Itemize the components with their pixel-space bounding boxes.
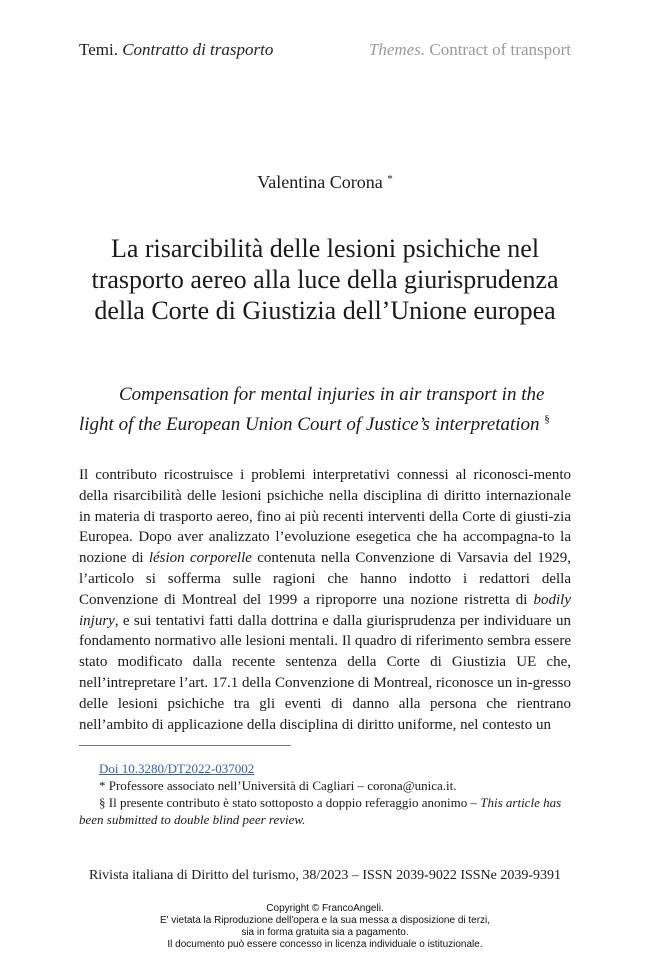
- copyright-line-1: Copyright © FrancoAngeli.: [266, 903, 384, 914]
- header-left-section: Contratto di trasporto: [122, 40, 274, 59]
- doi-link[interactable]: Doi 10.3280/DT2022-037002: [99, 761, 255, 776]
- copyright-notice: [0, 903, 650, 951]
- journal-issn-line: Rivista italiana di Diritto del turismo, 38/2023 – ISSN 2039-9022 ISSNe 2039-9391: [88, 868, 562, 883]
- footnote-review-text: § Il presente contributo è stato sottoposto a doppio referaggio anonimo –: [99, 795, 481, 810]
- footnote-author: * Professore associato nell’Università di Cagliari – corona@unica.it.: [99, 778, 457, 793]
- subtitle-line-2: [79, 407, 571, 437]
- author-name: Valentina Corona: [257, 172, 383, 192]
- abstract-text-2: contenuta nella Convenzione di Varsavia del 1929, l’articolo si sofferma sulle ragioni che hanno indotto i redattori della Convenzione di Montreal del 1999 a riproporre una nozione ristretta di: [79, 550, 571, 608]
- footnote-review: [79, 794, 571, 828]
- copyright-line-4: Il documento può essere concesso in licenza individuale o istituzionale.: [167, 939, 483, 950]
- running-header-left: [79, 40, 273, 60]
- copyright-line-2: E' vietata la Riproduzione dell'opera e la sua messa a disposizione di terzi,: [159, 915, 491, 926]
- abstract-text-1: Il contributo ricostruisce i problemi interpretativi connessi al riconosci-mento della risarcibilità delle lesioni psichiche nella disciplina di diritto internazionale in materia di trasporto aereo, fino ai più recenti interventi della Corte di giusti-zia Europea. Dopo aver analizzato l’evoluzione esegetica che ha accompagna-to la nozione di: [79, 467, 571, 567]
- abstract-term-lesion: lésion corporelle: [148, 550, 252, 567]
- abstract-paragraph: [79, 465, 571, 735]
- abstract-text-3: , e sui tentativi fatti dalla dottrina e dalla giurisprudenza per individuare un fondamento normativo alle lesioni mentali. Il quadro di riferimento sembra essere stato modificato dalla recente sentenza della Corte di Giustizia UE che, nell’intrepretare l’art. 17.1 della Convenzione di Montreal, riconosce un in-gresso delle lesioni psichiche tra gli eventi di danno alla persona che rientrano nell’ambito di applicazione della disciplina di diritto uniforme, nel contesto un: [79, 612, 571, 733]
- header-right-prefix: Themes.: [368, 40, 426, 59]
- header-right-section: Contract of transport: [429, 40, 571, 59]
- article-subtitle: [79, 383, 571, 437]
- author-footnote-mark: *: [387, 173, 393, 185]
- author-line: [0, 172, 650, 193]
- subtitle-line-2-text: light of the European Union Court of Justice’s interpretation: [79, 414, 540, 435]
- header-left-prefix: Temi.: [79, 40, 118, 59]
- footnote-review-english: This article has been submitted to double blind peer review.: [79, 795, 562, 827]
- copyright-line-3: sia in forma gratuita sia a pagamento.: [241, 927, 409, 938]
- abstract-term-bodily-injury: bodily injury: [79, 591, 571, 629]
- running-header-right: [369, 40, 571, 60]
- subtitle-line-1: Compensation for mental injuries in air transport in the: [119, 384, 545, 405]
- footnote-separator: [79, 745, 291, 746]
- subtitle-footnote-mark: §: [544, 413, 550, 425]
- article-title: La risarcibilità delle lesioni psichiche nel trasporto aereo alla luce della giurisprudenza della Corte di Giustizia dell’Unione europea: [91, 234, 559, 325]
